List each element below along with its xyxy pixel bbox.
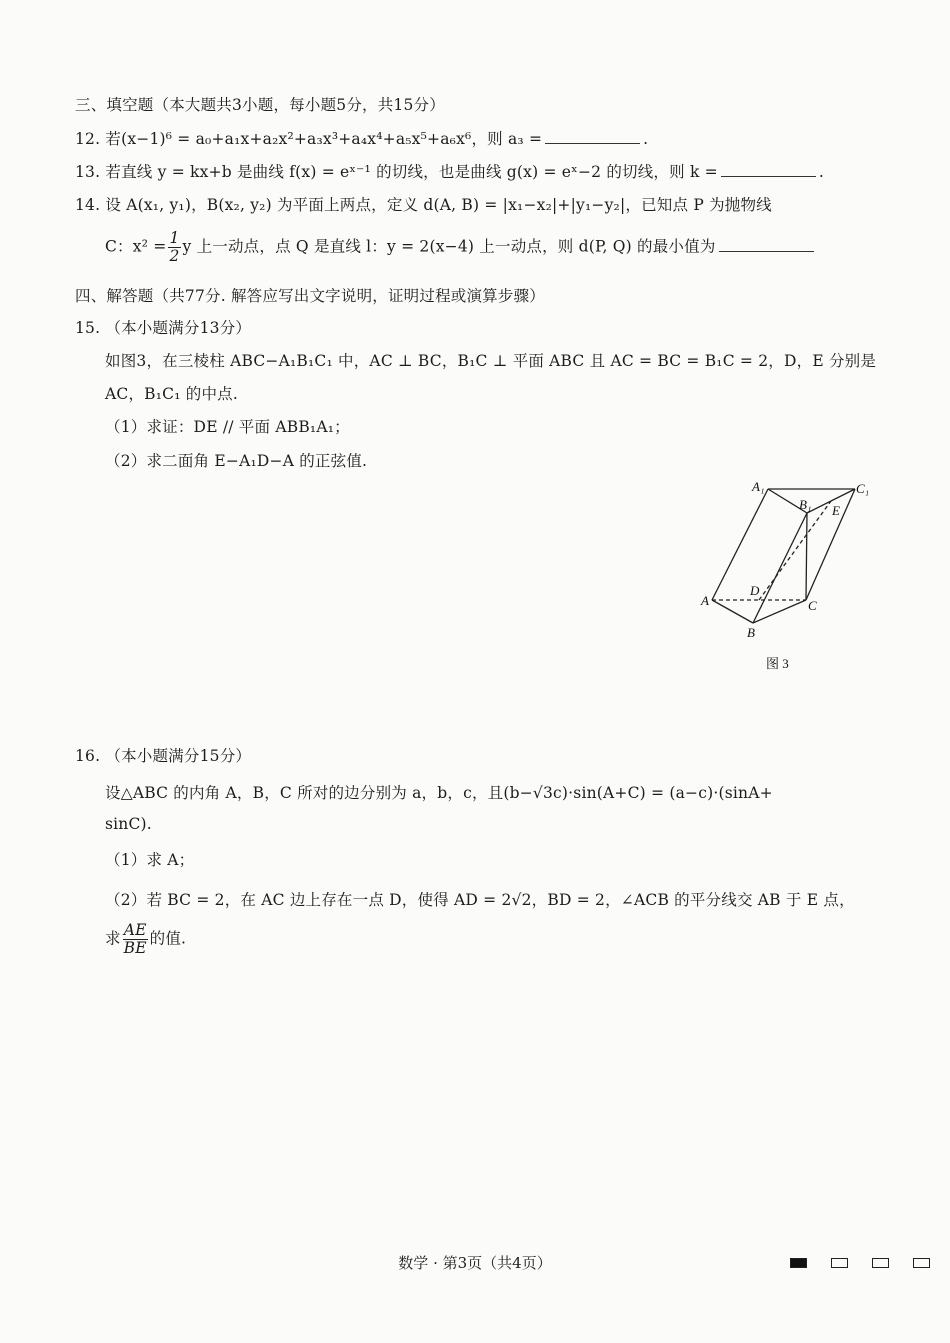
label-a: A xyxy=(701,593,709,608)
question-12 xyxy=(75,127,648,149)
q16-title: 16. （本小题满分15分） xyxy=(75,747,252,765)
prism-figure xyxy=(690,475,890,675)
label-c1: C₁ xyxy=(856,481,870,496)
edge-b1b xyxy=(753,513,807,623)
edge-b1c xyxy=(806,513,807,600)
section3-heading: 三、填空题（本大题共3小题，每小题5分，共15分） xyxy=(75,96,445,114)
label-d: D xyxy=(750,583,760,598)
q15-part1: （1）求证：DE // 平面 ABB₁A₁； xyxy=(105,418,350,436)
q15-line1: 如图3，在三棱柱 ABC−A₁B₁C₁ 中，AC ⊥ BC，B₁C ⊥ 平面 ABC 且 AC = BC = B₁C = 2，D，E 分别是 xyxy=(105,352,877,370)
q16-part3 xyxy=(105,922,186,957)
question-14-line2 xyxy=(105,230,817,265)
label-c: C xyxy=(808,598,817,613)
q15-part2: （2）求二面角 E−A₁D−A 的正弦值. xyxy=(105,452,368,470)
q13-answer-blank xyxy=(721,176,816,177)
q14-fraction xyxy=(168,230,180,265)
q14-pre: C：x² = xyxy=(105,237,167,256)
page-mark-filled xyxy=(790,1258,807,1268)
q16-part3-pre: 求 xyxy=(105,929,121,948)
q14-answer-blank xyxy=(719,251,814,252)
label-b: B xyxy=(747,625,755,640)
q12-text: 12. 若(x−1)⁶ = a₀+a₁x+a₂x²+a₃x³+a₄x⁴+a₅x⁵+a₆x⁶，则 a₃ = xyxy=(75,130,543,148)
q14-frac-num: 1 xyxy=(169,229,180,247)
q12-end: . xyxy=(643,130,649,148)
q13-end: . xyxy=(818,163,824,181)
q13-text: 13. 若直线 y = kx+b 是曲线 f(x) = eˣ⁻¹ 的切线，也是曲线 g(x) = eˣ−2 的切线，则 k = xyxy=(75,163,718,181)
q16-part3-post: 的值. xyxy=(149,929,187,948)
q14-post: y 上一动点，点 Q 是直线 l：y = 2(x−4) 上一动点，则 d(P, Q) 的最小值为 xyxy=(182,237,716,256)
q12-answer-blank xyxy=(545,143,640,144)
question-14-line1: 14. 设 A(x₁, y₁)，B(x₂, y₂) 为平面上两点，定义 d(A, B) = |x₁−x₂|+|y₁−y₂|，已知点 P 为抛物线 xyxy=(75,196,772,214)
edge-a1a xyxy=(712,489,768,600)
edge-bc xyxy=(753,600,806,623)
q16-frac-den: BE xyxy=(123,939,147,958)
q16-line2: sinC). xyxy=(105,815,152,833)
section4-heading: 四、解答题（共77分. 解答应写出文字说明，证明过程或演算步骤） xyxy=(75,287,545,305)
q16-part1: （1）求 A； xyxy=(105,851,195,869)
q16-part2: （2）若 BC = 2，在 AC 边上存在一点 D，使得 AD = 2√2，BD = 2，∠ACB 的平分线交 AB 于 E 点， xyxy=(105,891,855,909)
edge-c1c xyxy=(806,489,855,600)
page-mark-empty xyxy=(872,1258,889,1268)
q16-line1: 设△ABC 的内角 A，B，C 所对的边分别为 a，b，c，且(b−√3c)·sin(A+C) = (a−c)·(sinA+ xyxy=(105,784,773,802)
label-a1: A₁ xyxy=(752,479,765,494)
segment-de xyxy=(759,501,831,600)
label-b1: B₁ xyxy=(799,497,812,512)
page-mark-empty xyxy=(831,1258,848,1268)
q14-frac-den: 2 xyxy=(169,247,180,266)
question-13 xyxy=(75,160,824,182)
q15-title: 15. （本小题满分13分） xyxy=(75,319,252,337)
edge-ab xyxy=(712,600,753,623)
q16-fraction xyxy=(123,922,148,957)
figure-caption: 图 3 xyxy=(766,656,789,671)
page-mark-empty xyxy=(913,1258,930,1268)
q15-line2: AC，B₁C₁ 的中点. xyxy=(105,385,238,403)
label-e: E xyxy=(832,503,840,518)
page-footer: 数学 · 第3页（共4页） xyxy=(398,1254,552,1272)
page-marks xyxy=(790,1258,930,1268)
q16-frac-num: AE xyxy=(123,921,147,939)
